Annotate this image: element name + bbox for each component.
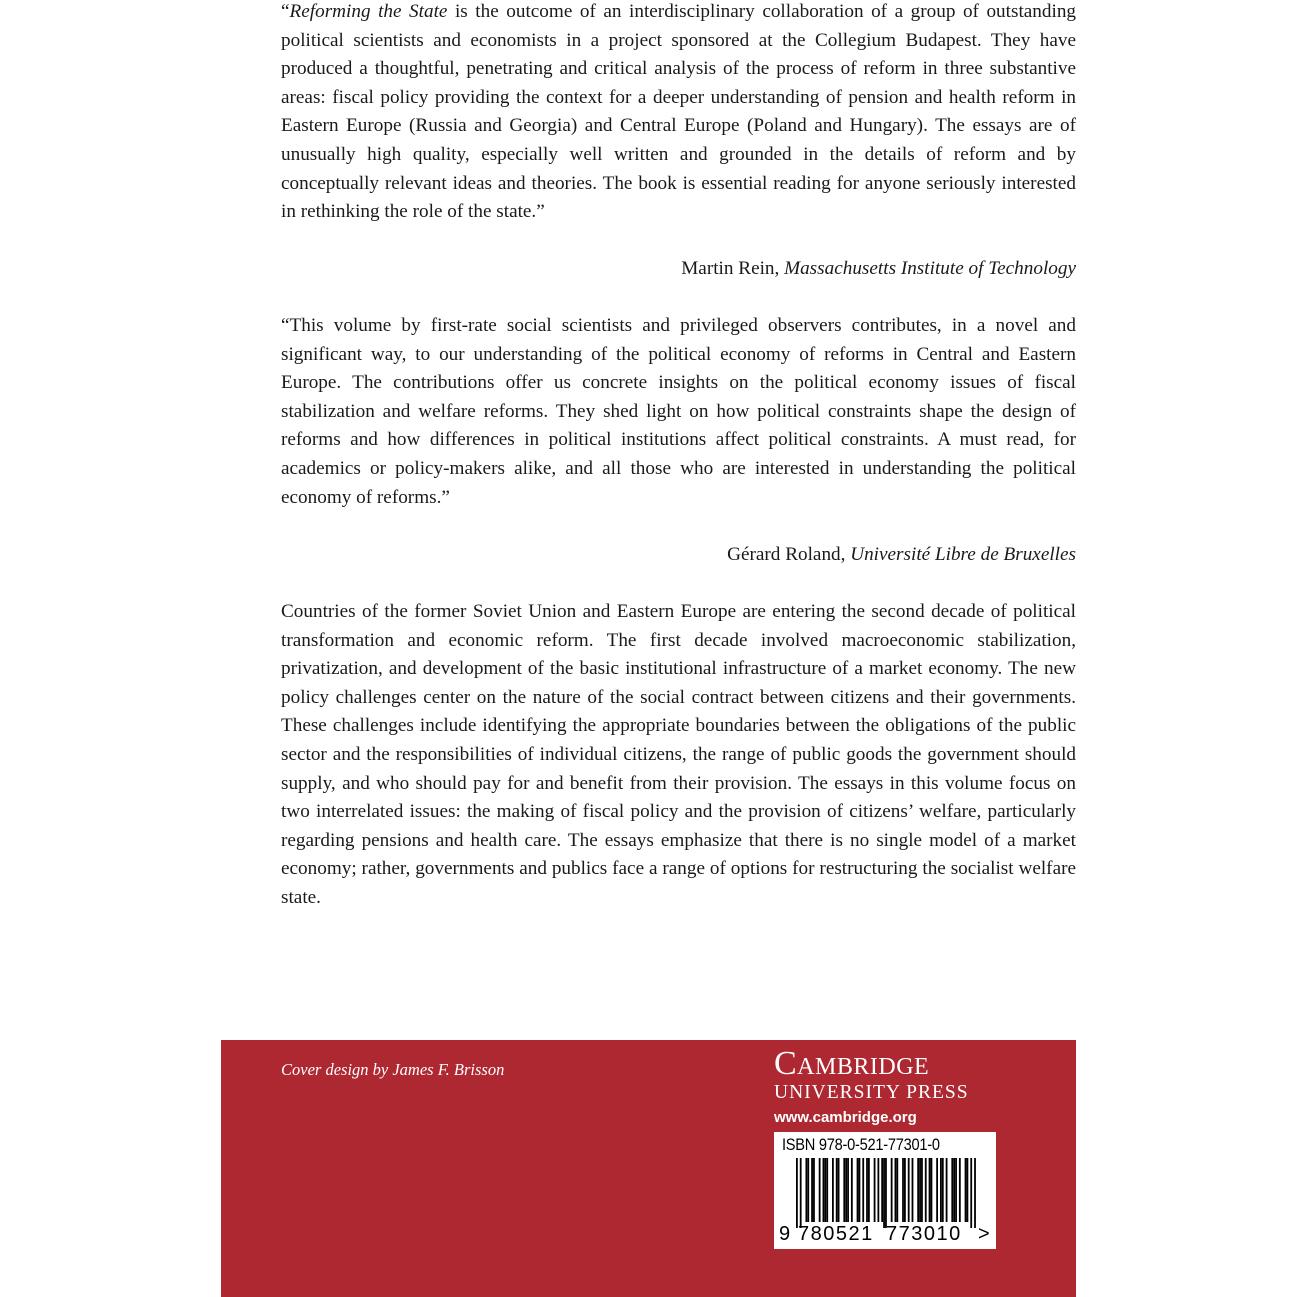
cover-credit: Cover design by James F. Brisson <box>281 1060 505 1079</box>
barcode-bar <box>959 1158 961 1222</box>
barcode-bar <box>838 1158 840 1222</box>
endorsement-roland-text: “This volume by first-rate social scientists and privileged observers contributes, in a novel and significant way, to our understanding of the political economy of reforms in Central and Eastern Europe. The contributions offer us concrete insights on the political economy issues of fiscal stabilization and welfare reforms. They shed light on how political constraints shape the design of reforms and how differences in political institutions affect political constraints. A must read, for academics or policy-makers alike, and all those who are interested in understanding the political economy of reforms.” <box>281 315 1076 508</box>
barcode-end-mark: > <box>978 1223 990 1245</box>
barcode-bar <box>800 1158 802 1228</box>
barcode-bar <box>866 1158 868 1222</box>
barcode-digits-left: 780521 <box>798 1223 874 1245</box>
publisher-name: Cambridge <box>774 1045 930 1082</box>
barcode-bar <box>919 1158 921 1222</box>
barcode-bar <box>965 1158 967 1222</box>
barcode-bar <box>902 1158 904 1222</box>
barcode-bar <box>895 1158 897 1222</box>
barcode-bar <box>883 1158 885 1228</box>
book-description-text: Countries of the former Soviet Union and Eastern Europe are entering the second decade of political transformation and economic reform. The first decade involved macroeconomic stabilization, privatization, and development of the basic institutional infrastructure of a market economy. The new policy challenges center on the nature of the social contract between citizens and their governments. These challenges include identifying the appropriate boundaries between the obligations of the public sector and the responsibilities of individual citizens, the range of public goods the government should supply, and who should pay for and benefit from their provision. The essays in this volume focus on two interrelated issues: the making of fiscal policy and the provision of citizens’ welfare, particularly regarding pensions and health care. The essays emphasize that there is no single model of a market economy; rather, governments and publics face a range of options for restructuring the socialist welfare state. <box>281 601 1076 908</box>
barcode-bar <box>955 1158 957 1222</box>
barcode-bar <box>877 1158 879 1222</box>
barcode-bar <box>811 1158 813 1222</box>
barcode-bar <box>836 1158 838 1222</box>
barcode-bar <box>908 1158 910 1222</box>
barcode-bar <box>813 1158 815 1222</box>
publisher-logo <box>774 1046 996 1128</box>
book-description <box>281 598 1076 913</box>
endorsement-rein-text: “Reforming the State is the outcome of an interdisciplinary collaboration of a group of outstanding political scientists and economists in a project sponsored at the Collegium Budapest. They have produced a thoughtful, penetrating and critical analysis of the process of reform in three substantive areas: fiscal policy providing the context for a deeper understanding of pension and health reform in Eastern Europe (Russia and Georgia) and Central Europe (Poland and Hungary). The essays are of unusually high quality, especially well written and grounded in the details of reform and by conceptually relevant ideas and theories. The book is essential reading for anyone seriously interested in rethinking the role of the state.” <box>281 1 1077 223</box>
endorsement-roland <box>281 312 1076 512</box>
barcode-bar <box>891 1158 893 1222</box>
barcode-bar <box>826 1158 828 1222</box>
barcode-bar <box>823 1158 825 1222</box>
barcode-bar <box>847 1158 849 1222</box>
barcode-bar <box>925 1158 927 1222</box>
barcode-bar <box>874 1158 876 1222</box>
book-title-italic: Reforming the State <box>289 1 448 22</box>
barcode-bar <box>904 1158 906 1222</box>
barcode-bar <box>896 1158 898 1222</box>
barcode-bar <box>885 1158 887 1228</box>
barcode-digit-lead: 9 <box>779 1223 791 1245</box>
publisher-url: www.cambridge.org <box>774 1109 917 1126</box>
barcode-bar <box>931 1158 933 1222</box>
barcode-bar <box>940 1158 942 1222</box>
publisher-band <box>221 1040 1076 1297</box>
barcode-bar <box>953 1158 955 1222</box>
barcode-bar <box>819 1158 821 1222</box>
barcode-bar <box>951 1158 953 1222</box>
barcode-digits <box>774 1223 996 1247</box>
barcode-bar <box>936 1158 938 1222</box>
endorser-affiliation: Massachusetts Institute of Technology <box>784 258 1076 279</box>
barcode-bar <box>921 1158 923 1222</box>
barcode-bar <box>824 1158 826 1222</box>
barcode-bar <box>970 1158 972 1228</box>
barcode-bar <box>917 1158 919 1222</box>
endorsement-rein <box>281 0 1076 227</box>
barcode-bar <box>807 1158 809 1222</box>
endorser-name: Martin Rein, <box>681 258 785 279</box>
barcode-bar <box>805 1158 807 1222</box>
barcode-bar <box>974 1158 976 1228</box>
barcode-bar <box>857 1158 859 1222</box>
barcode-bar <box>946 1158 948 1222</box>
barcode-bar <box>912 1158 914 1222</box>
endorser-name: Gérard Roland, <box>727 544 851 565</box>
barcode-bar <box>851 1158 853 1222</box>
endorsement-roland-attribution <box>281 541 1076 570</box>
barcode-bar <box>942 1158 944 1222</box>
barcode-digits-right: 773010 <box>886 1223 962 1245</box>
isbn-barcode <box>774 1132 996 1249</box>
endorser-affiliation: Université Libre de Bruxelles <box>850 544 1076 565</box>
barcode-bar <box>796 1158 798 1228</box>
barcode-bar <box>859 1158 861 1222</box>
publisher-subtitle: UNIVERSITY PRESS <box>774 1082 969 1103</box>
barcode-bar <box>832 1158 834 1222</box>
barcode-bar <box>868 1158 870 1222</box>
barcode-bar <box>845 1158 847 1222</box>
isbn-label: ISBN 978-0-521-77301-0 <box>782 1135 940 1154</box>
barcode-bar <box>929 1158 931 1222</box>
barcode-bar <box>967 1158 969 1222</box>
barcode-bar <box>843 1158 845 1222</box>
barcode-bar <box>881 1158 883 1222</box>
endorsement-rein-attribution <box>281 255 1076 284</box>
barcode-bar <box>862 1158 864 1222</box>
